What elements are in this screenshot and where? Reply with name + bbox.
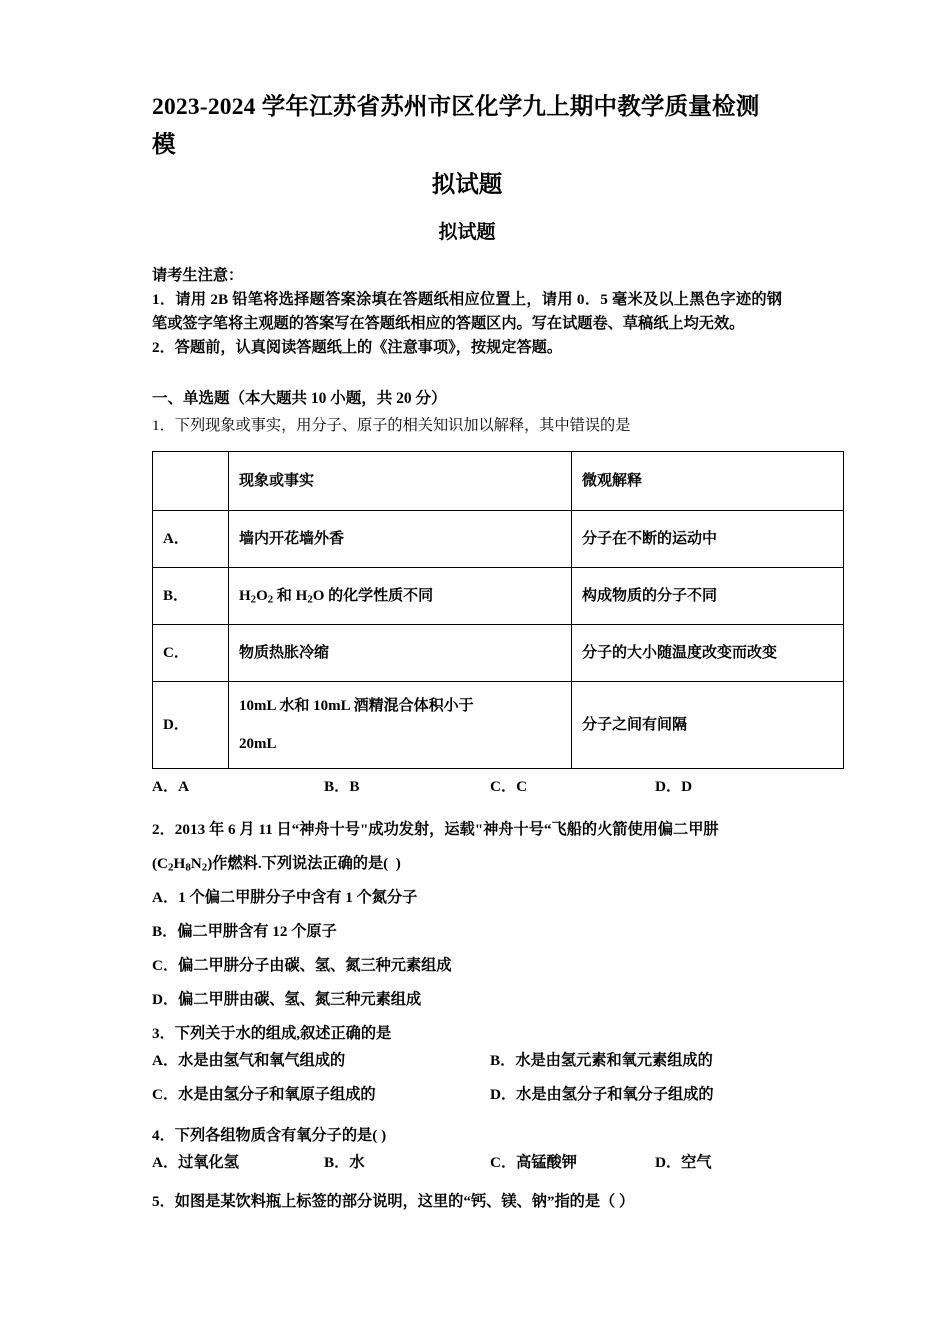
table-row <box>153 511 844 568</box>
table-row-explanation: 分子在不断的运动中 <box>572 511 844 568</box>
question-1-stem <box>152 412 782 439</box>
table-header-fact: 现象或事实 <box>229 452 572 511</box>
table-row-fact: $H_2O_2$ 和 $H_2O$ 的化学性质不同 <box>229 568 572 625</box>
candidate-notice <box>152 264 782 360</box>
question-2-option-c[interactable]: C．偏二甲肼分子由碳、氢、氮三种元素组成 <box>152 957 452 974</box>
question-3-number: 3． <box>152 1025 175 1042</box>
table-row-label: B． <box>153 568 229 625</box>
table-row-label: D． <box>153 682 229 769</box>
question-2-option-d[interactable]: D．偏二甲肼由碳、氢、氮三种元素组成 <box>152 991 422 1008</box>
question-3-option-d[interactable]: D．水是由氢分子和氧分子组成的 <box>490 1086 714 1103</box>
table-row <box>153 682 844 769</box>
notice-item-1: 1．请用 2B 铅笔将选择题答案涂填在答题纸相应位置上，请用 0．5 毫米及以上黑色字迹的钢笔或签字笔将主观题的答案写在答题纸相应的答题区内。写在试题卷、草稿纸上均无效。 <box>152 291 782 332</box>
question-1-option-a[interactable]: A．A <box>152 778 190 795</box>
notice-item-2: 2．答题前，认真阅读答题纸上的《注意事项》，按规定答题。 <box>152 339 563 356</box>
question-2-stem-line1 <box>152 813 782 847</box>
table-row-fact: 物质热胀冷缩 <box>229 625 572 682</box>
page-title-line1: 2023-2024 学年江苏省苏州市区化学九上期中教学质量检测模 <box>152 94 760 158</box>
question-4-number: 4． <box>152 1127 175 1144</box>
question-4-option-a[interactable]: A．过氧化氢 <box>152 1154 239 1171</box>
page-subtitle: 拟试题 <box>438 222 496 243</box>
table-row-explanation: 分子之间有间隔 <box>572 682 844 769</box>
table-row-explanation: 分子的大小随温度改变而改变 <box>572 625 844 682</box>
question-3-options-row-1 <box>152 1049 782 1083</box>
table-row <box>153 625 844 682</box>
section-heading: 一、单选题（本大题共 10 小题，共 20 分） <box>152 390 447 407</box>
question-2-text-line1: 2013 年 6 月 11 日“神舟十号"成功发射，运载"神舟十号“飞船的火箭使用偏二甲肼 <box>174 821 719 838</box>
question-3-option-b[interactable]: B．水是由氢元素和氧元素组成的 <box>490 1052 713 1069</box>
table-row-explanation: 构成物质的分子不同 <box>572 568 844 625</box>
page-title-line2: 拟试题 <box>431 172 503 198</box>
question-5-text: 如图是某饮料瓶上标签的部分说明，这里的“钙、镁、钠”指的是（ ） <box>174 1193 635 1210</box>
notice-heading: 请考生注意： <box>152 267 244 284</box>
question-3-text: 下列关于水的组成,叙述正确的是 <box>174 1025 392 1042</box>
question-1-option-b[interactable]: B．B <box>324 778 360 795</box>
question-3-stem <box>152 1019 782 1049</box>
question-1-text: 下列现象或事实，用分子、原子的相关知识加以解释，其中错误的是 <box>174 417 631 434</box>
question-3-option-a[interactable]: A．水是由氢气和氧气组成的 <box>152 1052 346 1069</box>
question-2-option-b[interactable]: B．偏二甲肼含有 12 个原子 <box>152 923 337 940</box>
question-4-option-d[interactable]: D．空气 <box>655 1154 712 1171</box>
question-4-option-c[interactable]: C．高锰酸钾 <box>490 1154 577 1171</box>
question-2-stem-line2: $(C_2H_8N_2)$作燃料.下列说法正确的是( ) <box>152 855 401 874</box>
question-4-option-b[interactable]: B．水 <box>324 1154 365 1171</box>
question-2-option-a[interactable]: A．1 个偏二甲肼分子中含有 1 个氮分子 <box>152 889 418 906</box>
table-row-fact-line2: 20mL <box>239 736 277 752</box>
question-4-options <box>152 1151 782 1185</box>
question-1-table <box>152 451 844 769</box>
question-1-option-c[interactable]: C．C <box>490 778 528 795</box>
question-1-number: 1． <box>152 417 175 434</box>
question-5-stem <box>152 1187 782 1217</box>
table-header-explanation: 微观解释 <box>572 452 844 511</box>
table-header-row <box>153 452 844 511</box>
question-4-text: 下列各组物质含有氧分子的是( ) <box>174 1127 387 1144</box>
question-1-options <box>152 775 782 805</box>
question-4-stem <box>152 1121 782 1151</box>
table-header-blank <box>153 452 229 511</box>
table-row-label: C． <box>153 625 229 682</box>
question-3-options-row-2 <box>152 1083 782 1117</box>
question-2-options <box>152 881 782 1017</box>
table-row-fact <box>229 682 572 769</box>
table-row-label: A． <box>153 511 229 568</box>
table-row-fact: 墙内开花墙外香 <box>229 511 572 568</box>
table-row <box>153 568 844 625</box>
question-1-option-d[interactable]: D．D <box>655 778 693 795</box>
page-content <box>152 0 782 1217</box>
table-row-fact-line1: 10mL 水和 10mL 酒精混合体积小于 <box>239 698 474 714</box>
question-2-number: 2． <box>152 821 175 838</box>
question-5-number: 5． <box>152 1193 175 1210</box>
question-3-option-c[interactable]: C．水是由氢分子和氧原子组成的 <box>152 1086 376 1103</box>
